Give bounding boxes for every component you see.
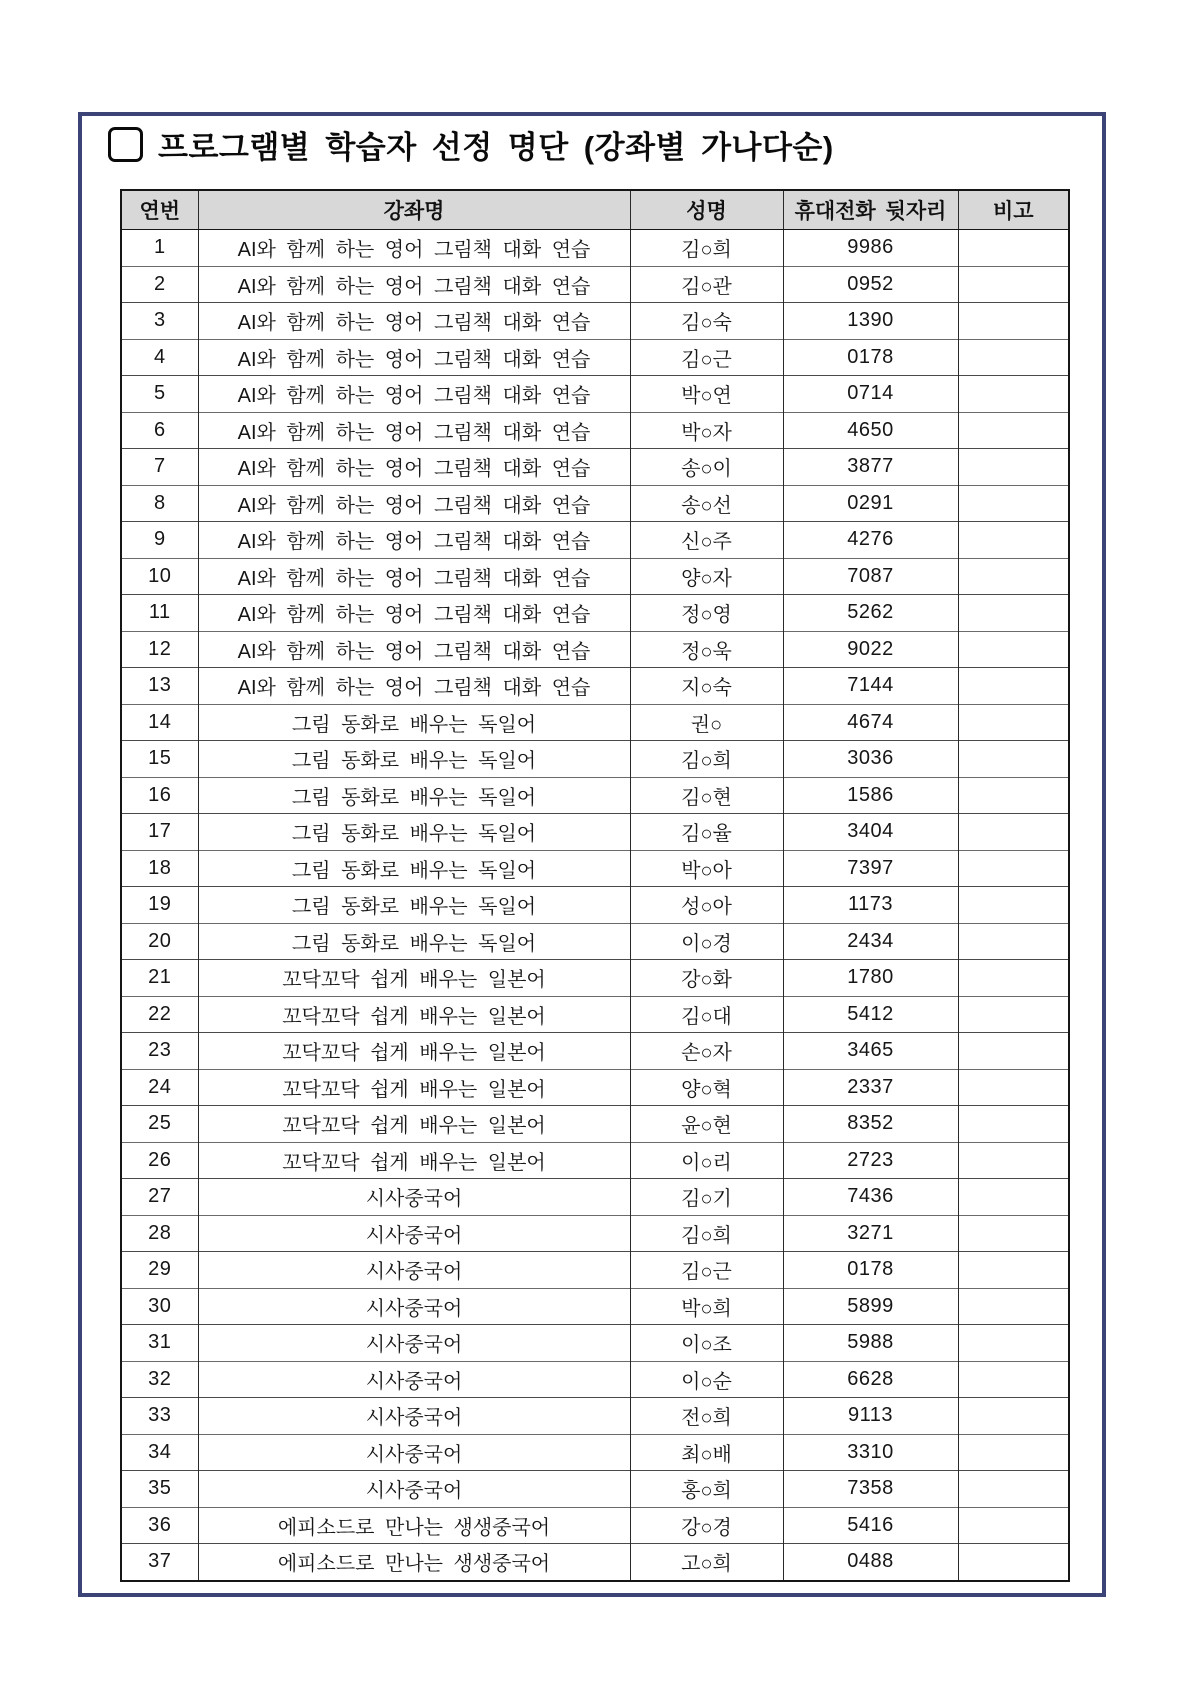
cell-course-name: 시사중국어 (198, 1361, 630, 1398)
cell-note (958, 1288, 1069, 1325)
cell-learner-name: 정○영 (630, 595, 783, 632)
cell-course-name: 그림 동화로 배우는 독일어 (198, 850, 630, 887)
table-row (121, 1507, 1069, 1544)
cell-learner-name: 김○희 (630, 1215, 783, 1252)
cell-row-number: 32 (121, 1361, 198, 1398)
cell-phone-digits: 3310 (783, 1434, 958, 1471)
cell-learner-name: 강○경 (630, 1507, 783, 1544)
cell-row-number: 14 (121, 704, 198, 741)
cell-phone-digits: 3877 (783, 449, 958, 486)
cell-note (958, 777, 1069, 814)
cell-note (958, 485, 1069, 522)
table-row (121, 1361, 1069, 1398)
table-row (121, 1215, 1069, 1252)
table-row (121, 814, 1069, 851)
cell-row-number: 18 (121, 850, 198, 887)
cell-row-number: 31 (121, 1325, 198, 1362)
cell-note (958, 303, 1069, 340)
cell-note (958, 1069, 1069, 1106)
cell-row-number: 11 (121, 595, 198, 632)
checkbox-bullet-icon (108, 127, 143, 162)
cell-phone-digits: 4650 (783, 412, 958, 449)
cell-phone-digits: 1390 (783, 303, 958, 340)
cell-note (958, 1325, 1069, 1362)
cell-learner-name: 강○화 (630, 960, 783, 997)
table-header (121, 190, 1069, 230)
table-row (121, 1288, 1069, 1325)
table-row (121, 1471, 1069, 1508)
cell-row-number: 26 (121, 1142, 198, 1179)
cell-row-number: 28 (121, 1215, 198, 1252)
cell-row-number: 3 (121, 303, 198, 340)
cell-course-name: 그림 동화로 배우는 독일어 (198, 741, 630, 778)
table-row (121, 595, 1069, 632)
cell-course-name: 그림 동화로 배우는 독일어 (198, 704, 630, 741)
cell-phone-digits: 0178 (783, 339, 958, 376)
cell-course-name: 그림 동화로 배우는 독일어 (198, 814, 630, 851)
cell-learner-name: 김○기 (630, 1179, 783, 1216)
cell-row-number: 35 (121, 1471, 198, 1508)
cell-phone-digits: 1173 (783, 887, 958, 924)
cell-course-name: AI와 함께 하는 영어 그림책 대화 연습 (198, 449, 630, 486)
cell-note (958, 704, 1069, 741)
cell-row-number: 25 (121, 1106, 198, 1143)
cell-row-number: 1 (121, 230, 198, 267)
cell-row-number: 37 (121, 1544, 198, 1581)
table-row (121, 449, 1069, 486)
cell-learner-name: 정○욱 (630, 631, 783, 668)
cell-learner-name: 양○자 (630, 558, 783, 595)
cell-course-name: AI와 함께 하는 영어 그림책 대화 연습 (198, 266, 630, 303)
cell-phone-digits: 5899 (783, 1288, 958, 1325)
cell-row-number: 23 (121, 1033, 198, 1070)
table-row (121, 1069, 1069, 1106)
cell-course-name: 꼬닥꼬닥 쉽게 배우는 일본어 (198, 1106, 630, 1143)
cell-course-name: AI와 함께 하는 영어 그림책 대화 연습 (198, 412, 630, 449)
table-row (121, 230, 1069, 267)
cell-note (958, 266, 1069, 303)
cell-note (958, 1106, 1069, 1143)
cell-note (958, 558, 1069, 595)
cell-course-name: AI와 함께 하는 영어 그림책 대화 연습 (198, 558, 630, 595)
cell-row-number: 2 (121, 266, 198, 303)
cell-course-name: 시사중국어 (198, 1398, 630, 1435)
cell-phone-digits: 0952 (783, 266, 958, 303)
cell-note (958, 741, 1069, 778)
cell-learner-name: 윤○현 (630, 1106, 783, 1143)
table-row (121, 887, 1069, 924)
cell-learner-name: 송○선 (630, 485, 783, 522)
table-row (121, 1434, 1069, 1471)
cell-course-name: 시사중국어 (198, 1179, 630, 1216)
cell-row-number: 16 (121, 777, 198, 814)
header-cell-phone: 휴대전화 뒷자리 (783, 190, 958, 230)
cell-row-number: 15 (121, 741, 198, 778)
table-row (121, 1179, 1069, 1216)
table-row (121, 631, 1069, 668)
cell-phone-digits: 4674 (783, 704, 958, 741)
cell-note (958, 1215, 1069, 1252)
cell-note (958, 595, 1069, 632)
cell-phone-digits: 1780 (783, 960, 958, 997)
cell-phone-digits: 8352 (783, 1106, 958, 1143)
table-row (121, 1544, 1069, 1581)
cell-learner-name: 김○관 (630, 266, 783, 303)
cell-note (958, 850, 1069, 887)
cell-learner-name: 김○숙 (630, 303, 783, 340)
cell-note (958, 1471, 1069, 1508)
cell-course-name: 꼬닥꼬닥 쉽게 배우는 일본어 (198, 1069, 630, 1106)
cell-row-number: 29 (121, 1252, 198, 1289)
table-row (121, 1142, 1069, 1179)
cell-learner-name: 성○아 (630, 887, 783, 924)
cell-learner-name: 김○대 (630, 996, 783, 1033)
cell-row-number: 34 (121, 1434, 198, 1471)
cell-row-number: 36 (121, 1507, 198, 1544)
cell-course-name: 그림 동화로 배우는 독일어 (198, 887, 630, 924)
cell-learner-name: 손○자 (630, 1033, 783, 1070)
table-row (121, 376, 1069, 413)
cell-phone-digits: 5262 (783, 595, 958, 632)
cell-note (958, 1142, 1069, 1179)
cell-note (958, 1544, 1069, 1581)
cell-learner-name: 박○아 (630, 850, 783, 887)
cell-phone-digits: 3036 (783, 741, 958, 778)
cell-course-name: 꼬닥꼬닥 쉽게 배우는 일본어 (198, 1142, 630, 1179)
table-row (121, 777, 1069, 814)
cell-learner-name: 김○율 (630, 814, 783, 851)
table-row (121, 485, 1069, 522)
cell-course-name: AI와 함께 하는 영어 그림책 대화 연습 (198, 668, 630, 705)
table-row (121, 1252, 1069, 1289)
cell-phone-digits: 9986 (783, 230, 958, 267)
table-row (121, 266, 1069, 303)
cell-row-number: 8 (121, 485, 198, 522)
cell-learner-name: 고○희 (630, 1544, 783, 1581)
table-row (121, 1398, 1069, 1435)
cell-note (958, 449, 1069, 486)
cell-phone-digits: 5988 (783, 1325, 958, 1362)
cell-course-name: AI와 함께 하는 영어 그림책 대화 연습 (198, 595, 630, 632)
table-row (121, 303, 1069, 340)
cell-learner-name: 전○희 (630, 1398, 783, 1435)
cell-learner-name: 김○근 (630, 339, 783, 376)
cell-course-name: AI와 함께 하는 영어 그림책 대화 연습 (198, 376, 630, 413)
cell-row-number: 22 (121, 996, 198, 1033)
cell-course-name: 시사중국어 (198, 1434, 630, 1471)
table-row (121, 668, 1069, 705)
cell-note (958, 1398, 1069, 1435)
table-body (121, 230, 1069, 1581)
title-row (108, 122, 834, 167)
page-title: 프로그램별 학습자 선정 명단 (강좌별 가나다순) (158, 130, 834, 165)
cell-learner-name: 권○ (630, 704, 783, 741)
cell-phone-digits: 7436 (783, 1179, 958, 1216)
cell-phone-digits: 2723 (783, 1142, 958, 1179)
cell-phone-digits: 9022 (783, 631, 958, 668)
cell-note (958, 1507, 1069, 1544)
table-row (121, 741, 1069, 778)
table-row (121, 960, 1069, 997)
cell-note (958, 522, 1069, 559)
table-row (121, 339, 1069, 376)
cell-course-name: 시사중국어 (198, 1471, 630, 1508)
cell-note (958, 996, 1069, 1033)
cell-row-number: 24 (121, 1069, 198, 1106)
cell-note (958, 1179, 1069, 1216)
cell-learner-name: 박○자 (630, 412, 783, 449)
header-cell-no: 연번 (121, 190, 198, 230)
cell-course-name: 꼬닥꼬닥 쉽게 배우는 일본어 (198, 996, 630, 1033)
cell-phone-digits: 2337 (783, 1069, 958, 1106)
cell-row-number: 5 (121, 376, 198, 413)
cell-row-number: 9 (121, 522, 198, 559)
cell-phone-digits: 7144 (783, 668, 958, 705)
cell-row-number: 17 (121, 814, 198, 851)
cell-note (958, 668, 1069, 705)
cell-phone-digits: 9113 (783, 1398, 958, 1435)
header-cell-course: 강좌명 (198, 190, 630, 230)
table-row (121, 522, 1069, 559)
cell-note (958, 230, 1069, 267)
cell-learner-name: 신○주 (630, 522, 783, 559)
table-row (121, 923, 1069, 960)
cell-course-name: 시사중국어 (198, 1288, 630, 1325)
cell-course-name: AI와 함께 하는 영어 그림책 대화 연습 (198, 522, 630, 559)
header-row (121, 190, 1069, 230)
cell-row-number: 27 (121, 1179, 198, 1216)
cell-phone-digits: 3271 (783, 1215, 958, 1252)
cell-row-number: 12 (121, 631, 198, 668)
cell-phone-digits: 0488 (783, 1544, 958, 1581)
cell-learner-name: 김○현 (630, 777, 783, 814)
table-row (121, 558, 1069, 595)
cell-learner-name: 김○근 (630, 1252, 783, 1289)
cell-note (958, 1252, 1069, 1289)
cell-note (958, 376, 1069, 413)
cell-phone-digits: 5416 (783, 1507, 958, 1544)
cell-phone-digits: 2434 (783, 923, 958, 960)
cell-phone-digits: 0291 (783, 485, 958, 522)
cell-learner-name: 박○희 (630, 1288, 783, 1325)
table-row (121, 412, 1069, 449)
cell-course-name: 시사중국어 (198, 1252, 630, 1289)
header-cell-note: 비고 (958, 190, 1069, 230)
cell-note (958, 412, 1069, 449)
cell-row-number: 6 (121, 412, 198, 449)
cell-note (958, 960, 1069, 997)
cell-note (958, 1033, 1069, 1070)
table-row (121, 850, 1069, 887)
cell-note (958, 631, 1069, 668)
cell-row-number: 4 (121, 339, 198, 376)
cell-row-number: 7 (121, 449, 198, 486)
cell-course-name: 시사중국어 (198, 1325, 630, 1362)
cell-learner-name: 이○순 (630, 1361, 783, 1398)
cell-note (958, 887, 1069, 924)
cell-course-name: 꼬닥꼬닥 쉽게 배우는 일본어 (198, 1033, 630, 1070)
cell-course-name: AI와 함께 하는 영어 그림책 대화 연습 (198, 485, 630, 522)
cell-learner-name: 이○리 (630, 1142, 783, 1179)
cell-course-name: 시사중국어 (198, 1215, 630, 1252)
cell-note (958, 814, 1069, 851)
cell-row-number: 20 (121, 923, 198, 960)
table-row (121, 704, 1069, 741)
table-row (121, 1106, 1069, 1143)
table-row (121, 1033, 1069, 1070)
cell-row-number: 10 (121, 558, 198, 595)
cell-phone-digits: 0178 (783, 1252, 958, 1289)
cell-phone-digits: 7087 (783, 558, 958, 595)
cell-learner-name: 홍○희 (630, 1471, 783, 1508)
cell-note (958, 923, 1069, 960)
cell-course-name: 에피소드로 만나는 생생중국어 (198, 1507, 630, 1544)
table-row (121, 996, 1069, 1033)
cell-learner-name: 이○조 (630, 1325, 783, 1362)
cell-learner-name: 박○연 (630, 376, 783, 413)
cell-phone-digits: 3465 (783, 1033, 958, 1070)
cell-phone-digits: 6628 (783, 1361, 958, 1398)
cell-learner-name: 김○희 (630, 741, 783, 778)
cell-course-name: 그림 동화로 배우는 독일어 (198, 777, 630, 814)
cell-row-number: 13 (121, 668, 198, 705)
cell-phone-digits: 3404 (783, 814, 958, 851)
learner-selection-table (120, 189, 1070, 1582)
cell-note (958, 339, 1069, 376)
cell-phone-digits: 7358 (783, 1471, 958, 1508)
cell-learner-name: 지○숙 (630, 668, 783, 705)
cell-course-name: AI와 함께 하는 영어 그림책 대화 연습 (198, 303, 630, 340)
cell-learner-name: 김○희 (630, 230, 783, 267)
cell-phone-digits: 0714 (783, 376, 958, 413)
cell-phone-digits: 1586 (783, 777, 958, 814)
cell-learner-name: 송○이 (630, 449, 783, 486)
cell-course-name: AI와 함께 하는 영어 그림책 대화 연습 (198, 339, 630, 376)
cell-note (958, 1361, 1069, 1398)
cell-note (958, 1434, 1069, 1471)
cell-course-name: 그림 동화로 배우는 독일어 (198, 923, 630, 960)
cell-course-name: AI와 함께 하는 영어 그림책 대화 연습 (198, 631, 630, 668)
cell-row-number: 33 (121, 1398, 198, 1435)
cell-row-number: 19 (121, 887, 198, 924)
header-cell-name: 성명 (630, 190, 783, 230)
cell-course-name: AI와 함께 하는 영어 그림책 대화 연습 (198, 230, 630, 267)
cell-phone-digits: 5412 (783, 996, 958, 1033)
cell-learner-name: 양○혁 (630, 1069, 783, 1106)
cell-learner-name: 최○배 (630, 1434, 783, 1471)
cell-phone-digits: 4276 (783, 522, 958, 559)
cell-phone-digits: 7397 (783, 850, 958, 887)
table-row (121, 1325, 1069, 1362)
cell-row-number: 30 (121, 1288, 198, 1325)
cell-learner-name: 이○경 (630, 923, 783, 960)
cell-course-name: 에피소드로 만나는 생생중국어 (198, 1544, 630, 1581)
cell-row-number: 21 (121, 960, 198, 997)
cell-course-name: 꼬닥꼬닥 쉽게 배우는 일본어 (198, 960, 630, 997)
